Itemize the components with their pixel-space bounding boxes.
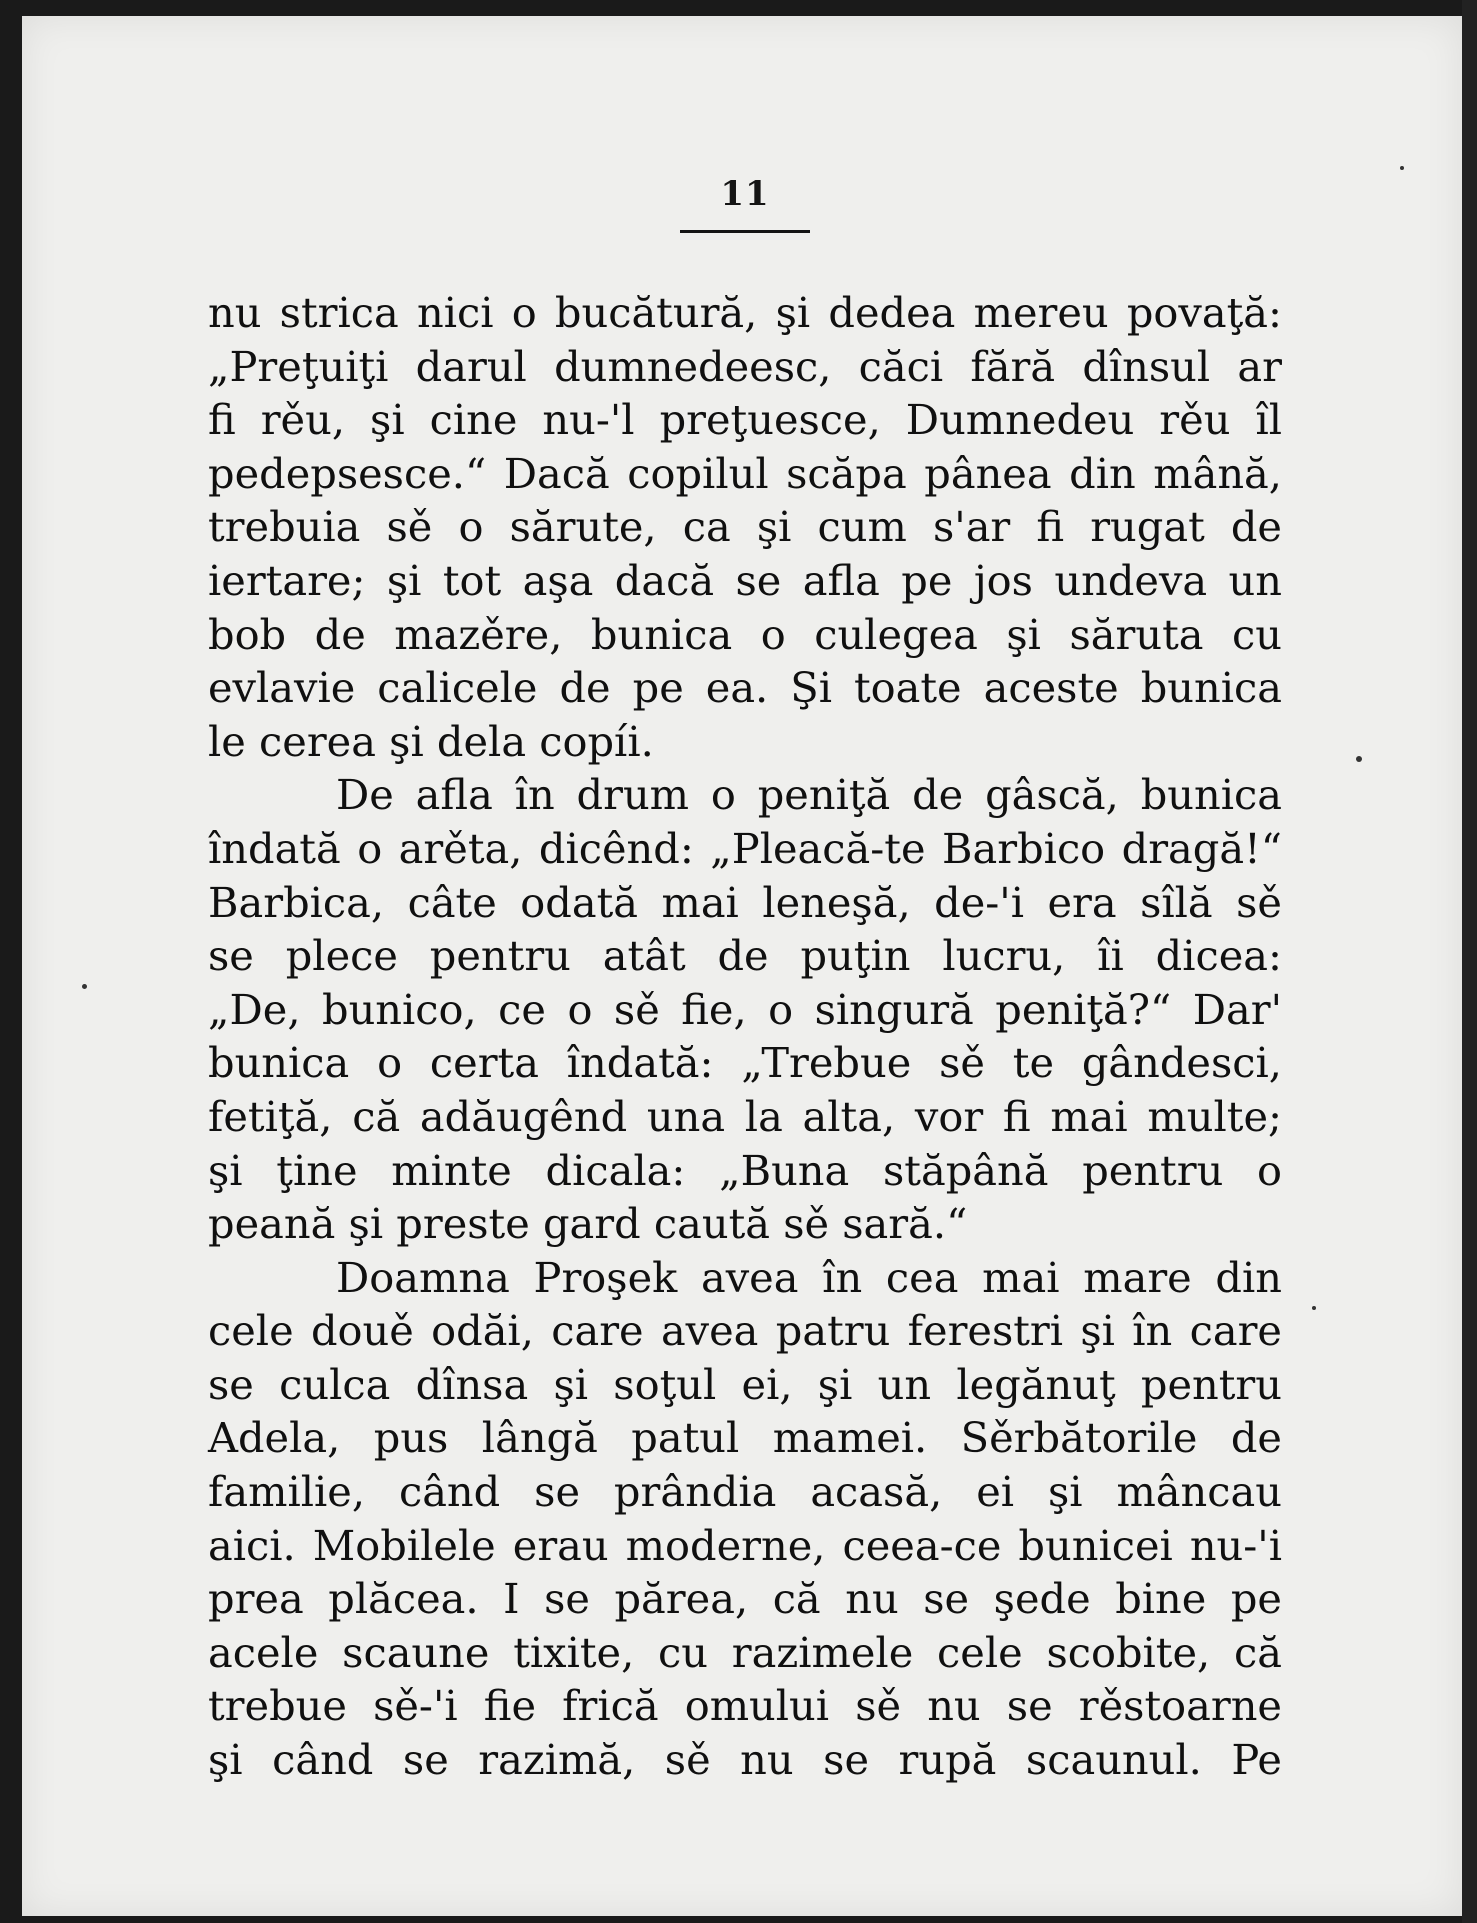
text-line: acele scaune tixite, cu razimele cele scobite, că (208, 1627, 1282, 1677)
scan-speck (1312, 1306, 1316, 1310)
text-line: trebue sě-'i fie frică omului sě nu se rěstoarne (208, 1681, 1282, 1731)
text-line: îndată o arěta, dicênd: „Pleacă-te Barbico dragă!“ (208, 823, 1282, 873)
scan-border-top (0, 0, 1477, 16)
text-line: bob de mazěre, bunica o culegea şi săruta cu (208, 609, 1282, 659)
text-line: pedepsesce.“ Dacă copilul scăpa pânea din mână, (208, 448, 1282, 498)
text-line: Barbica, câte odată mai leneşă, de-'i era sîlă sě (208, 877, 1282, 927)
scan-speck (82, 984, 87, 989)
book-page (22, 16, 1462, 1916)
text-line: cele douě odăi, care avea patru ferestri şi în care (208, 1306, 1282, 1356)
scan-speck (1356, 756, 1362, 762)
text-line: bunica o certa îndată: „Trebue sě te gândesci, (208, 1038, 1282, 1088)
body-text (208, 286, 1282, 1787)
text-line: De afla în drum o peniţă de gâscă, bunica (336, 770, 1282, 820)
text-line: fetiţă, că adăugênd una la alta, vor fi mai multe; (208, 1091, 1282, 1141)
text-line: „Preţuiţi darul dumnedeesc, căci fără dînsul ar (208, 341, 1282, 391)
text-line: nu strica nici o bucătură, şi dedea mereu povaţă: (208, 288, 1282, 337)
text-line: şi ţine minte dicala: „Buna stăpână pentru o (208, 1145, 1282, 1195)
text-line: şi când se razimă, sě nu se rupă scaunul. Pe (208, 1735, 1282, 1785)
text-line: trebuia sě o sărute, ca şi cum s'ar fi rugat de (208, 502, 1282, 552)
text-line: se culca dînsa şi soţul ei, şi un legănuţ pentru (208, 1359, 1282, 1409)
text-line: peană şi preste gard caută sě sară.“ (208, 1199, 968, 1249)
page-number: 11 (720, 174, 770, 214)
page-number-rule (680, 230, 810, 233)
text-line: prea plăcea. I se părea, că nu se şede bine pe (208, 1574, 1282, 1624)
scan-border-right (1462, 0, 1477, 1923)
text-line: Adela, pus lângă patul mamei. Sěrbătorile de (208, 1413, 1282, 1463)
text-line: se plece pentru atât de puţin lucru, îi dicea: (208, 931, 1282, 981)
text-line: evlavie calicele de pe ea. Şi toate aceste bunica (208, 663, 1282, 713)
text-line: „De, bunico, ce o sě fie, o singură peniţă?“ Dar' (208, 984, 1282, 1034)
text-line: iertare; şi tot aşa dacă se afla pe jos undeva un (208, 555, 1282, 605)
text-line: fi rěu, şi cine nu-'l preţuesce, Dumnedeu rěu îl (208, 395, 1282, 445)
text-line: aici. Mobilele erau moderne, ceea-ce bunicei nu-'i (208, 1520, 1282, 1570)
scan-border-left (0, 0, 22, 1923)
text-line: familie, când se prândia acasă, ei şi mâncau (208, 1467, 1282, 1517)
scan-speck (1400, 166, 1404, 170)
text-line: Doamna Proşek avea în cea mai mare din (336, 1252, 1282, 1302)
text-line: le cerea şi dela copíi. (208, 716, 654, 766)
